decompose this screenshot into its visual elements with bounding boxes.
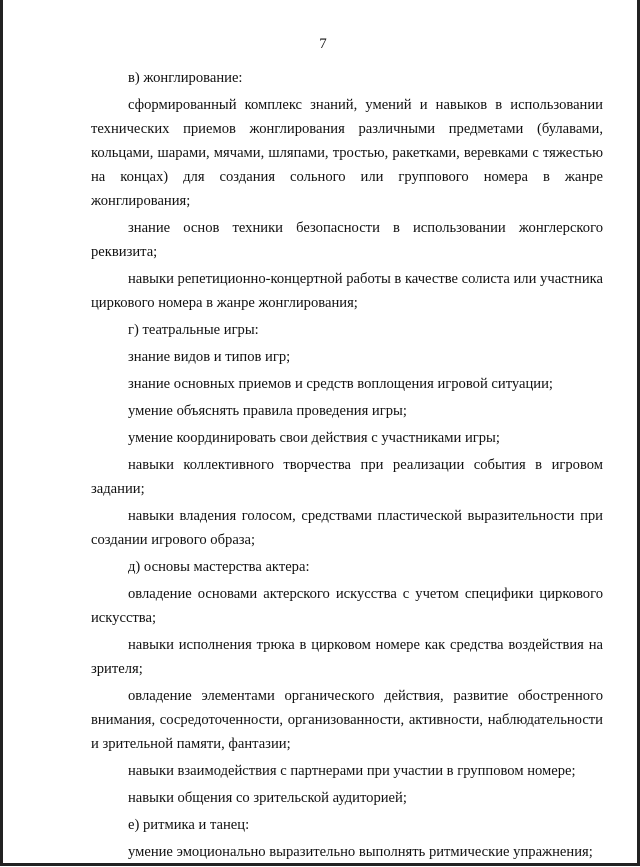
paragraph: умение объяснять правила проведения игры; [128,403,407,419]
paragraph: знание основных приемов и средств воплощения игровой ситуации; [128,376,553,392]
paragraph: е) ритмика и танец: [128,817,250,833]
paragraph: овладение основами актерского искусства с учетом специфики циркового искусства; [91,586,603,626]
paragraph: навыки общения со зрительской аудиторией; [128,790,407,806]
paragraph: г) театральные игры: [128,322,259,338]
paragraph: в) жонглирование: [128,70,243,86]
paragraph: навыки коллективного творчества при реализации события в игровом задании; [91,457,603,497]
paragraph: д) основы мастерства актера: [128,559,310,575]
paragraph: навыки репетиционно-концертной работы в качестве солиста или участника циркового номера в жанре жонглирования; [91,271,603,311]
paragraph: знание видов и типов игр; [128,349,291,365]
paragraph: овладение элементами органического действия, развитие обостренного внимания, сосредоточенности, организованности, активности, наблюдательности и зрительной памяти, фантазии; [91,688,603,752]
paragraph: сформированный комплекс знаний, умений и навыков в использовании технических приемов жонглирования различными предметами (булавами, кольцами, шарами, мячами, шляпами, тростью, ракетками, веревками с тяжестью на концах) для создания сольного или группового номера в жанре жонглирования; [91,97,603,209]
document-body [91,66,603,867]
paragraph: знание основ техники безопасности в использовании жонглерского реквизита; [91,220,603,260]
paragraph: навыки взаимодействия с партнерами при участии в групповом номере; [128,763,576,779]
paragraph: умение координировать свои действия с участниками игры; [128,430,500,446]
paragraph: умение эмоционально выразительно выполнять ритмические упражнения; [128,844,593,860]
paragraph: навыки владения голосом, средствами пластической выразительности при создании игрового образа; [91,508,603,548]
paragraph: навыки исполнения трюка в цирковом номере как средства воздействия на зрителя; [91,637,603,677]
page-number: 7 [319,36,327,52]
